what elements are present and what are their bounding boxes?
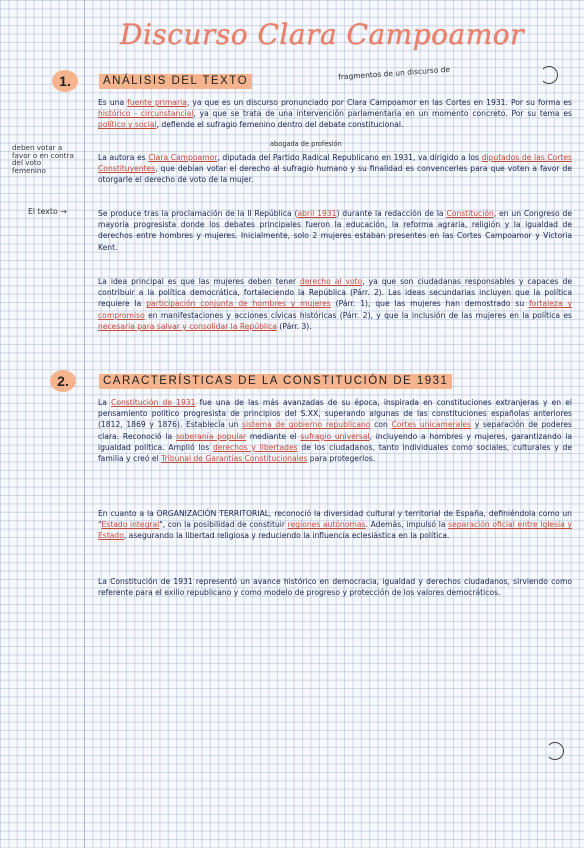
- s2-paragraph-territorial: En cuanto a la ORGANIZACIÓN TERRITORIAL, reconoció la diversidad cultural y territorial de España, definiéndola como un "Estado integral", con la posibilidad de constituir regiones autónomas. Además, impulsó la separación oficial entre Iglesia y Estado, asegurando la libertad religiosa y reduciendo la influencia eclesiástica en la política.: [98, 509, 572, 541]
- annotation-fragments: fragmentos de un discurso de: [337, 64, 451, 82]
- s1-paragraph-author: La autora es Clara Campoamor, diputada del Partido Radical Republicano en 1931, va dirigido a los diputados de las Cortes Constituyentes, que debían votar el derecho al sufragio humano y su finalidad es convencerles para que voten a favor de otorgarle el derecho de voto de la mujer.: [98, 153, 573, 185]
- binder-hole-top: [540, 66, 558, 84]
- binder-hole-bottom: [546, 742, 564, 760]
- notebook-margin-line: [84, 0, 85, 848]
- section-2-number: 2.: [50, 370, 76, 392]
- s2-paragraph-conclusion: La Constitución de 1931 representó un avance histórico en democracia, igualdad y derechos ciudadanos, sirviendo como referente para el exilio republicano y como modelo de progreso y protección de los valores democráticos.: [98, 577, 572, 598]
- s2-paragraph-constitution: La Constitución de 1931 fue una de las más avanzadas de su época, inspirada en constituciones extranjeras y en el pensamiento político progresista de principios del S.XX, superando algunas de las constituciones españolas anteriores (1812, 1869 y 1876). Establecía un sistema de gobierno republicano con Cortes unicamerales y separación de poderes clara. Reconoció la soberanía popular mediante el sufragio universal, incluyendo a hombres y mujeres, garantizando la igualdad política. Amplió los derechos y libertades de los ciudadanos, tanto individuales como sociales, culturales y de familia y creó el Tribunal de Garantías Constitucionales para protegerlos.: [98, 398, 572, 464]
- margin-note-texto: El texto →: [28, 207, 67, 216]
- s1-paragraph-context: Se produce tras la proclamación de la II República (abril 1931) durante la redacción de la Constitución, en un Congreso de mayoría progresista donde los debates principales fueron la educación, la reforma agraria, religión y la igualdad de derechos entre hombres y mujeres. Inicialmente, solo 2 mujeres estaban presentes en las Cortes Campoamor y Victoria Kent.: [98, 209, 573, 252]
- margin-note-vote: deben votar a favor o en contra del voto femenino: [12, 143, 74, 175]
- section-1-number: 1.: [52, 70, 78, 92]
- page-title: Discurso Clara Campoamor: [120, 18, 524, 51]
- s1-paragraph-ideas: La idea principal es que las mujeres deben tener derecho al voto, ya que son ciudadanas responsables y capaces de contribuir a la política democrática, fortaleciendo la República (Párr. 2). Las ideas secundarias incluyen que la política requiere la participación conjunta de hombres y mujeres (Párr. 1), que las mujeres han demostrado su fortaleza y compromiso en manifestaciones y acciones cívicas históricas (Párr. 2), y que la inclusión de las mujeres en la política es necesaria para salvar y consolidar la República (Párr. 3).: [98, 277, 572, 331]
- section-1-heading: ANÁLISIS DEL TEXTO: [99, 74, 252, 89]
- section-2-heading: CARACTERÍSTICAS DE LA CONSTITUCIÓN DE 1931: [99, 374, 452, 389]
- annotation-abogada: abogada de profesión: [270, 140, 342, 148]
- s1-paragraph-source: Es una fuente primaria, ya que es un discurso pronunciado por Clara Campoamor en las Cortes en 1931. Por su forma es histórico - circunstancial, ya que se trata de una intervención parlamentaria en un momento concreto. Por su tema es político y social, defiende el sufragio femenino dentro del debate constitucional.: [98, 98, 573, 130]
